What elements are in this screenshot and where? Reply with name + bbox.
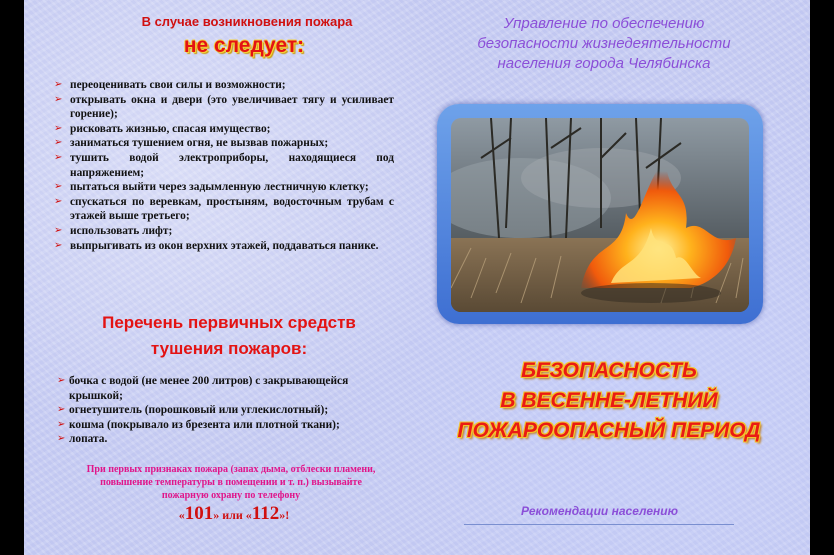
list-item: ➢ заниматься тушением огня, не вызвав пожарных; [54,137,329,150]
means-heading-line: тушения пожаров: [150,339,308,358]
emergency-phones: «101» или «112»! [178,503,290,524]
arrow-bullet-icon: ➢ [54,79,63,90]
arrow-bullet-icon: ➢ [54,151,63,163]
list-item: ➢ пытаться выйти через задымленную лестничную клетку; [54,181,369,194]
list-item: ➢ открывать окна и двери (это увеличивает тягу и усиливает горение); [54,93,394,121]
means-heading [54,310,404,362]
organization-name: Управление по обеспечению безопасности жизнедеятельности населения города Челябинска [477,15,731,72]
divider [464,524,734,525]
arrow-bullet-icon: ➢ [54,181,63,193]
case-title: В случае возникновения пожара [141,14,353,29]
arrow-bullet-icon: ➢ [57,375,66,386]
means-list [57,374,397,447]
arrow-bullet-icon: ➢ [54,122,63,134]
phone-number-101: 101 [184,503,214,524]
list-item: ➢ кошма (покрывало из брезента или плотной ткани); [57,418,340,431]
recommendations-label: Рекомендации населению [521,504,678,518]
arrow-bullet-icon: ➢ [57,433,66,445]
arrow-bullet-icon: ➢ [54,195,63,207]
arrow-bullet-icon: ➢ [54,137,63,149]
list-item: ➢ огнетушитель (порошковый или углекислотный); [57,404,329,417]
fire-icon [451,118,749,312]
arrow-bullet-icon: ➢ [54,239,63,251]
leaflet-sheet [24,0,810,555]
arrow-bullet-icon: ➢ [57,418,66,430]
list-item: ➢ лопата. [57,433,108,446]
list-item: ➢ спускаться по веревкам, простыням, водосточным трубам с этажей выше третьего; [54,195,394,223]
list-item: ➢ использовать лифт; [54,224,173,237]
arrow-bullet-icon: ➢ [54,93,63,105]
arrow-bullet-icon: ➢ [54,224,63,236]
list-item: ➢ рисковать жизнью, спасая имущество; [54,122,271,135]
rules-list [54,78,394,253]
must-not-heading: не следует: [183,34,305,57]
list-item: ➢ бочка с водой (не менее 200 литров) с закрывающейся крышкой; [57,375,349,402]
main-headline: БЕЗОПАСНОСТЬ В ВЕСЕННЕ-ЛЕТНИЙ ПОЖАРООПАСНЫЙ ПЕРИОД [457,359,761,442]
arrow-bullet-icon: ➢ [57,404,66,416]
list-item: ➢ выпрыгивать из окон верхних этажей, поддаваться панике. [54,239,379,252]
phone-number-112: 112 [251,503,280,524]
list-item: ➢ переоценивать свои силы и возможности; [54,79,286,91]
list-item: ➢ тушить водой электроприборы, находящиеся под напряжением; [54,151,394,179]
grass-fire-photo [451,118,749,312]
means-heading-line: Перечень первичных средств [102,313,356,332]
fire-notice: При первых признаках пожара (запах дыма, отблески пламени, повышение температуры в помещении и т. п.) вызывайте пожарную охрану по телефону [86,464,376,501]
